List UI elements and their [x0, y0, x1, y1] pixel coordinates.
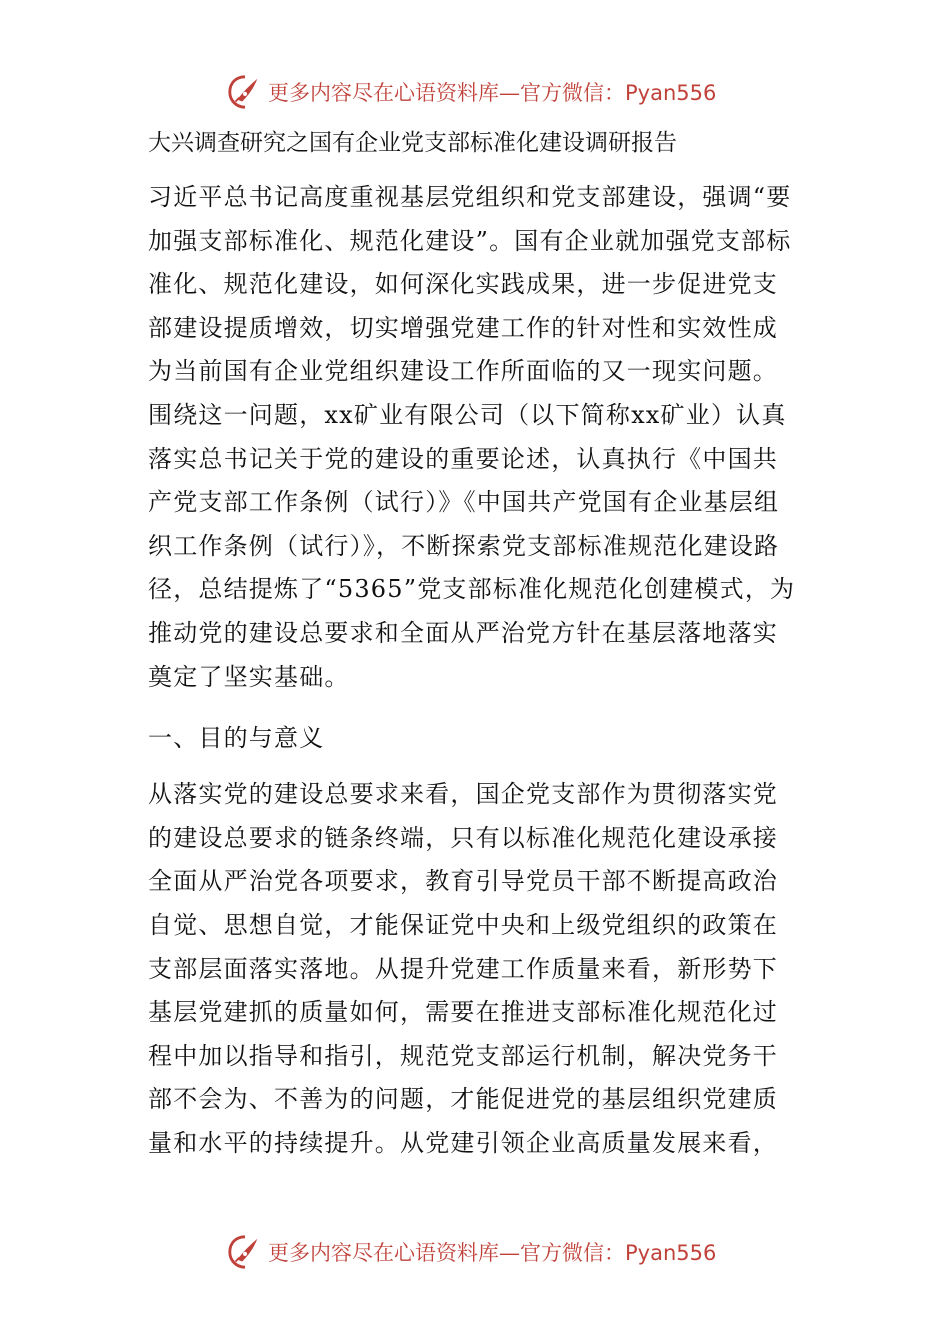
watermark-banner-bottom [226, 1232, 716, 1272]
wechat-id: Pyan556 [625, 81, 717, 105]
watermark-text: 更多内容尽在心语资料库—官方微信：Pyan556 [268, 81, 717, 105]
document-title: 大兴调查研究之国有企业党支部标准化建设调研报告 [148, 130, 677, 156]
pen-nib-logo-icon [226, 73, 264, 111]
intro-paragraph: 习近平总书记高度重视基层党组织和党支部建设，强调“要加强支部标准化、规范化建设”。国有企业就加强党支部标准化、规范化建设，如何深化实践成果，进一步促进党支部建设提质增效，切实增强党建工作的针对性和实效性成为当前国有企业党组织建设工作所面临的又一现实问题。围绕这一问题，xx矿业有限公司（以下简称xx矿业）认真落实总书记关于党的建设的重要论述，认真执行《中国共产党支部工作条例（试行）》《中国共产党国有企业基层组织工作条例（试行）》，不断探索党支部标准规范化建设路径，总结提炼了“5365”党支部标准化规范化创建模式，为推动党的建设总要求和全面从严治党方针在基层落地落实奠定了坚实基础。 [148, 183, 796, 691]
wechat-id: Pyan556 [625, 1241, 717, 1265]
watermark-text: 更多内容尽在心语资料库—官方微信：Pyan556 [268, 1241, 717, 1265]
watermark-banner-top [226, 72, 716, 112]
section-paragraph: 从落实党的建设总要求来看，国企党支部作为贯彻落实党的建设总要求的链条终端，只有以标准化规范化建设承接全面从严治党各项要求，教育引导党员干部不断提高政治自觉、思想自觉，才能保证党中央和上级党组织的政策在支部层面落实落地。从提升党建工作质量来看，新形势下基层党建抓的质量如何，需要在推进支部标准化规范化过程中加以指导和指引，规范党支部运行机制，解决党务干部不会为、不善为的问题，才能促进党的基层组织党建质量和水平的持续提升。从党建引领企业高质量发展来看， [148, 780, 778, 1157]
document-body [148, 118, 798, 1179]
section-heading: 一、目的与意义 [148, 724, 325, 753]
pen-nib-logo-icon [226, 1233, 264, 1271]
